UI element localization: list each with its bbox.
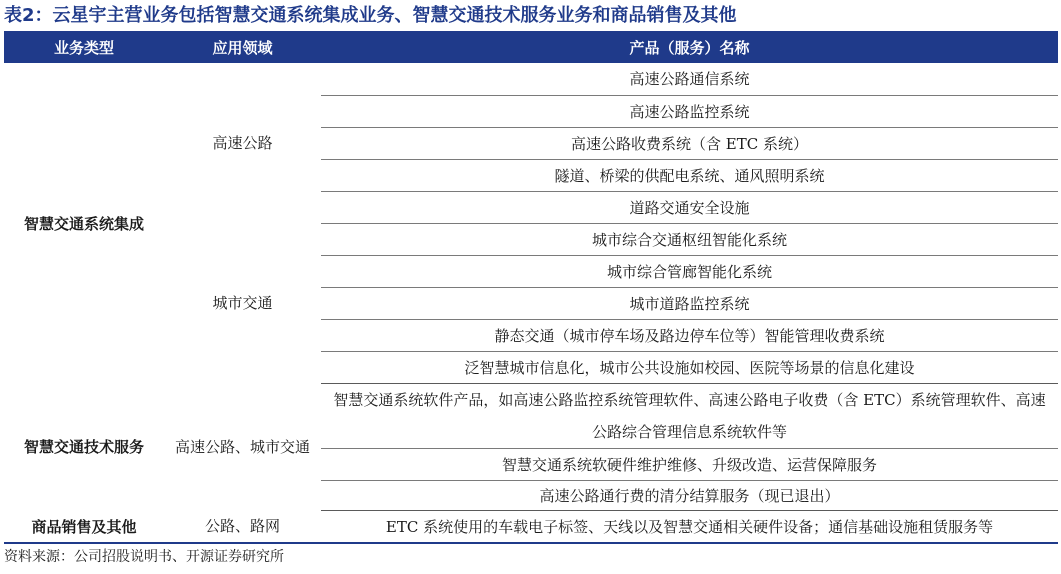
- field-cell: 高速公路、城市交通: [174, 437, 310, 456]
- product-cell: 高速公路通行费的清分结算服务（现已退出）: [321, 480, 1058, 510]
- product-cell: 城市综合管廊智能化系统: [321, 255, 1058, 287]
- product-cell: 城市综合交通枢纽智能化系统: [321, 223, 1058, 255]
- table-row: [4, 510, 1058, 543]
- table-title: 表2：云星宇主营业务包括智慧交通系统集成业务、智慧交通技术服务业务和商品销售及其他: [4, 5, 737, 26]
- product-cell: 高速公路收费系统（含 ETC 系统）: [321, 127, 1058, 159]
- field-cell: 城市交通: [212, 294, 273, 312]
- category-cell: 商品销售及其他: [4, 510, 164, 543]
- product-cell: 高速公路通信系统: [321, 63, 1058, 95]
- product-cell: 智慧交通系统软件产品，如高速公路监控系统管理软件、高速公路电子收费（含 ETC）系统管理软件、高速公路综合管理信息系统软件等: [321, 383, 1058, 448]
- category-cell: 智慧交通技术服务: [23, 438, 144, 456]
- product-cell: 隧道、桥梁的供配电系统、通风照明系统: [321, 159, 1058, 191]
- product-cell: 高速公路监控系统: [321, 95, 1058, 127]
- table-row: [4, 383, 1058, 448]
- business-table: [4, 31, 1058, 544]
- header-products: 产品（服务）名称: [321, 31, 1058, 63]
- product-cell: 道路交通安全设施: [321, 191, 1058, 223]
- product-cell: 泛智慧城市信息化，城市公共设施如校园、医院等场景的信息化建设: [321, 351, 1058, 383]
- source-note: 资料来源：公司招股说明书、开源证券研究所: [4, 549, 284, 565]
- table-row: [4, 63, 1058, 95]
- field-cell: 公路、路网: [164, 510, 321, 543]
- field-cell: 高速公路: [212, 134, 273, 152]
- header-row: [4, 31, 1058, 63]
- category-cell: 智慧交通系统集成: [23, 214, 144, 233]
- product-cell: 静态交通（城市停车场及路边停车位等）智能管理收费系统: [321, 319, 1058, 351]
- header-application-field: 应用领域: [164, 31, 321, 63]
- product-cell: ETC 系统使用的车载电子标签、天线以及智慧交通相关硬件设备；通信基础设施租赁服务等: [321, 510, 1058, 543]
- product-cell: 智慧交通系统软硬件维护维修、升级改造、运营保障服务: [321, 448, 1058, 480]
- product-cell: 城市道路监控系统: [321, 287, 1058, 319]
- header-business-type: 业务类型: [4, 31, 164, 63]
